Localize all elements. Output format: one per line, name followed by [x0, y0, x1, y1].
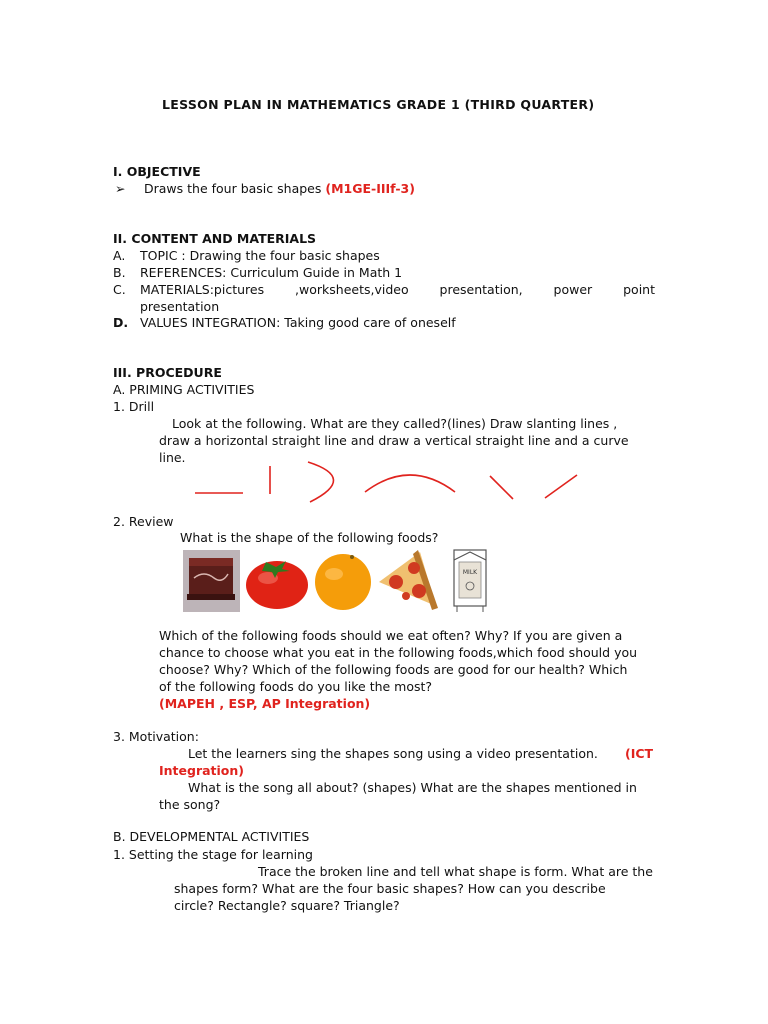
- developmental-line-1: Trace the broken line and tell what shape is form. What are the: [258, 864, 653, 879]
- drill-label: 1. Drill: [113, 399, 155, 414]
- materials-word: presentation,: [439, 282, 523, 297]
- objective-statement: Draws the four basic shapes: [144, 181, 322, 196]
- procedure-heading: III. PROCEDURE: [113, 365, 222, 380]
- review-para-2: chance to choose what you eat in the following foods,which food should you: [159, 645, 638, 660]
- developmental-heading: B. DEVELOPMENTAL ACTIVITIES: [113, 829, 310, 844]
- content-marker-c: C.: [113, 282, 126, 297]
- drill-line-2: draw a horizontal straight line and draw a vertical straight line and a curve: [159, 433, 629, 448]
- milk-label: MILK: [462, 569, 478, 576]
- arc-line: [365, 475, 455, 492]
- developmental-line-2: shapes form? What are the four basic shapes? How can you describe: [174, 881, 606, 896]
- pizza-image: [379, 550, 438, 610]
- slanting-line-left: [490, 476, 513, 499]
- page-title: LESSON PLAN IN MATHEMATICS GRADE 1 (THIRD QUARTER): [162, 97, 595, 112]
- developmental-line-3: circle? Rectangle? square? Triangle?: [174, 898, 400, 913]
- review-integration: (MAPEH , ESP, AP Integration): [159, 696, 371, 711]
- orange-image: [315, 554, 371, 610]
- materials-word: ,worksheets,video: [295, 282, 409, 297]
- content-item-topic: TOPIC : Drawing the four basic shapes: [140, 248, 380, 263]
- content-item-materials-cont: presentation: [140, 299, 220, 314]
- review-para-4: of the following foods do you like the most?: [159, 679, 433, 694]
- objective-code: (M1GE-IIIf-3): [325, 181, 415, 196]
- motivation-line-1: Let the learners sing the shapes song using a video presentation.: [188, 746, 598, 761]
- motivation-line-2: What is the song all about? (shapes) What are the shapes mentioned in: [188, 780, 637, 795]
- arrow-bullet-icon: ➢: [115, 181, 126, 196]
- materials-word: point: [623, 282, 655, 297]
- review-para-3: choose? Why? Which of the following foods are good for our health? Which: [159, 662, 628, 677]
- slanting-line-right: [545, 475, 577, 498]
- objective-heading: I. OBJECTIVE: [113, 164, 201, 179]
- food-pictures: [182, 548, 492, 614]
- review-question: What is the shape of the following foods?: [180, 530, 439, 545]
- motivation-line-3: the song?: [159, 797, 221, 812]
- content-marker-a: A.: [113, 248, 126, 263]
- tomato-image: [246, 561, 308, 609]
- objective-text: [144, 181, 415, 196]
- priming-heading: A. PRIMING ACTIVITIES: [113, 382, 255, 397]
- content-marker-b: B.: [113, 265, 126, 280]
- setting-stage-label: 1. Setting the stage for learning: [113, 847, 313, 862]
- content-marker-d: D.: [113, 315, 129, 330]
- drill-lines-figure: [180, 458, 600, 508]
- drill-line-3: line.: [159, 450, 186, 465]
- content-item-references: REFERENCES: Curriculum Guide in Math 1: [140, 265, 403, 280]
- milk-carton-image: [454, 550, 486, 612]
- cake-image: [183, 550, 240, 612]
- content-heading: II. CONTENT AND MATERIALS: [113, 231, 317, 246]
- content-item-materials: [140, 282, 655, 297]
- content-item-values: VALUES INTEGRATION: Taking good care of oneself: [140, 315, 456, 330]
- motivation-label: 3. Motivation:: [113, 729, 199, 744]
- curve-line: [308, 462, 334, 502]
- drill-line-1: Look at the following. What are they called?(lines) Draw slanting lines ,: [172, 416, 618, 431]
- motivation-ict-2: Integration): [159, 763, 245, 778]
- review-para-1: Which of the following foods should we eat often? Why? If you are given a: [159, 628, 623, 643]
- materials-word: power: [553, 282, 593, 297]
- materials-word: MATERIALS:pictures: [140, 282, 265, 297]
- review-label: 2. Review: [113, 514, 174, 529]
- motivation-ict-1: (ICT: [625, 746, 654, 761]
